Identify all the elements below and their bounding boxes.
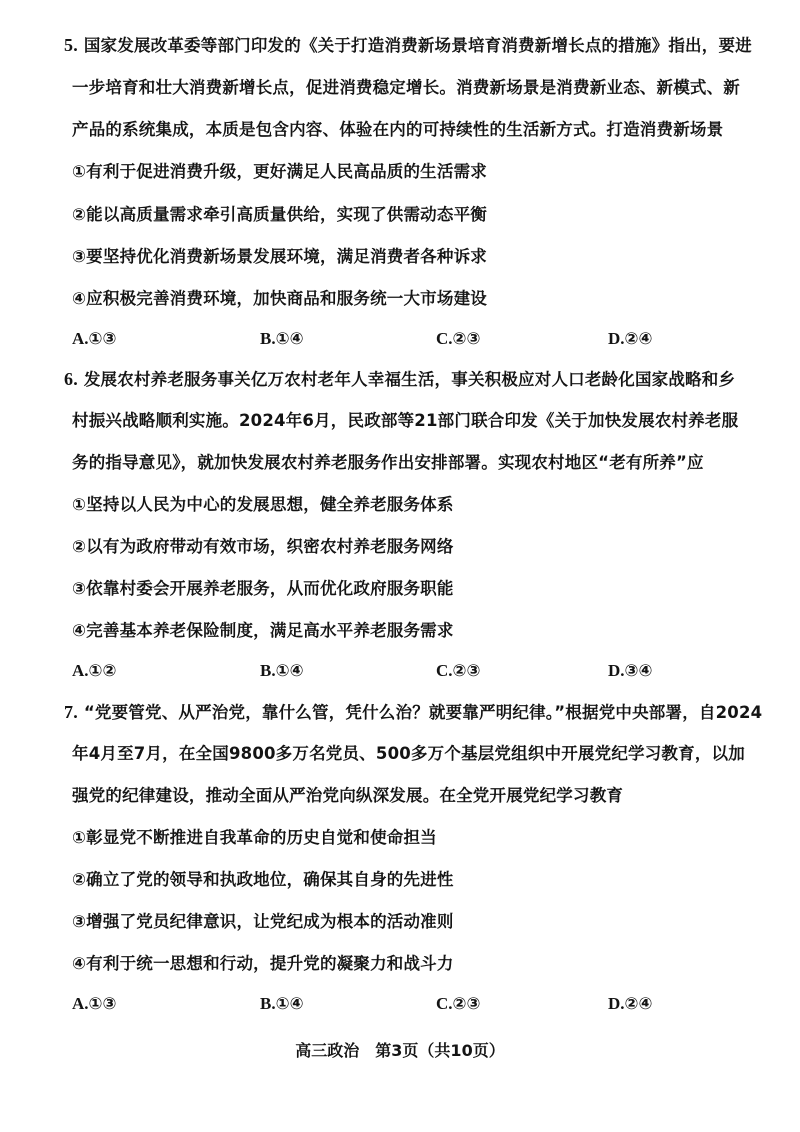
statement: ②确立了党的领导和执政地位，确保其自身的先进性 [72,870,454,889]
question-stem-line: 一步培育和壮大消费新增长点，促进消费稳定增长。消费新场景是消费新业态、新模式、新 [72,78,740,97]
question-number: 7. [64,702,78,722]
statement: ③要坚持优化消费新场景发展环境，满足消费者各种诉求 [72,247,487,266]
question-stem-line: 7. “党要管党、从严治党，靠什么管，凭什么治？就要靠严明纪律。”根据党中央部署，自2024 [64,702,763,722]
statement: ③增强了党员纪律意识，让党纪成为根本的活动准则 [72,912,454,931]
question-stem-line: 5. 国家发展改革委等部门印发的《关于打造消费新场景培育消费新增长点的措施》指出，要进 [64,35,752,55]
question-stem-line: 产品的系统集成，本质是包含内容、体验在内的可持续性的生活新方式。打造消费新场景 [72,120,724,139]
page-footer: 高三政治 第3页（共10页） [295,1041,505,1060]
option-a: A.①② [72,661,117,680]
option-b: B.①④ [260,329,304,348]
statement: ④有利于统一思想和行动，提升党的凝聚力和战斗力 [72,954,454,973]
statement: ①坚持以人民为中心的发展思想，健全养老服务体系 [72,495,454,514]
option-a: A.①③ [72,994,117,1013]
option-d: D.②④ [608,994,653,1013]
question-stem-line: 务的指导意见》，就加快发展农村养老服务作出安排部署。实现农村地区“老有所养”应 [72,453,704,472]
option-c: C.②③ [436,994,481,1013]
option-d: D.③④ [608,661,653,680]
statement: ②以有为政府带动有效市场，织密农村养老服务网络 [72,537,454,556]
statement: ②能以高质量需求牵引高质量供给，实现了供需动态平衡 [72,205,487,224]
option-c: C.②③ [436,329,481,348]
option-b: B.①④ [260,994,304,1013]
statement: ①有利于促进消费升级，更好满足人民高品质的生活需求 [72,162,487,181]
question-stem-line: 村振兴战略顺利实施。2024年6月，民政部等21部门联合印发《关于加快发展农村养老服 [72,411,739,430]
question-stem-line: 6. 发展农村养老服务事关亿万农村老年人幸福生活，事关积极应对人口老龄化国家战略和乡 [64,369,736,389]
question-number: 6. [64,369,78,389]
question-stem-line: 强党的纪律建设，推动全面从严治党向纵深发展。在全党开展党纪学习教育 [72,786,624,805]
statement: ④完善基本养老保险制度，满足高水平养老服务需求 [72,621,454,640]
option-b: B.①④ [260,661,304,680]
statement: ④应积极完善消费环境，加快商品和服务统一大市场建设 [72,289,487,308]
question-stem-line: 年4月至7月，在全国9800多万名党员、500多万个基层党组织中开展党纪学习教育，以加 [72,744,745,763]
question-number: 5. [64,35,78,55]
statement: ①彰显党不断推进自我革命的历史自觉和使命担当 [72,828,437,847]
statement: ③依靠村委会开展养老服务，从而优化政府服务职能 [72,579,454,598]
option-d: D.②④ [608,329,653,348]
option-a: A.①③ [72,329,117,348]
option-c: C.②③ [436,661,481,680]
